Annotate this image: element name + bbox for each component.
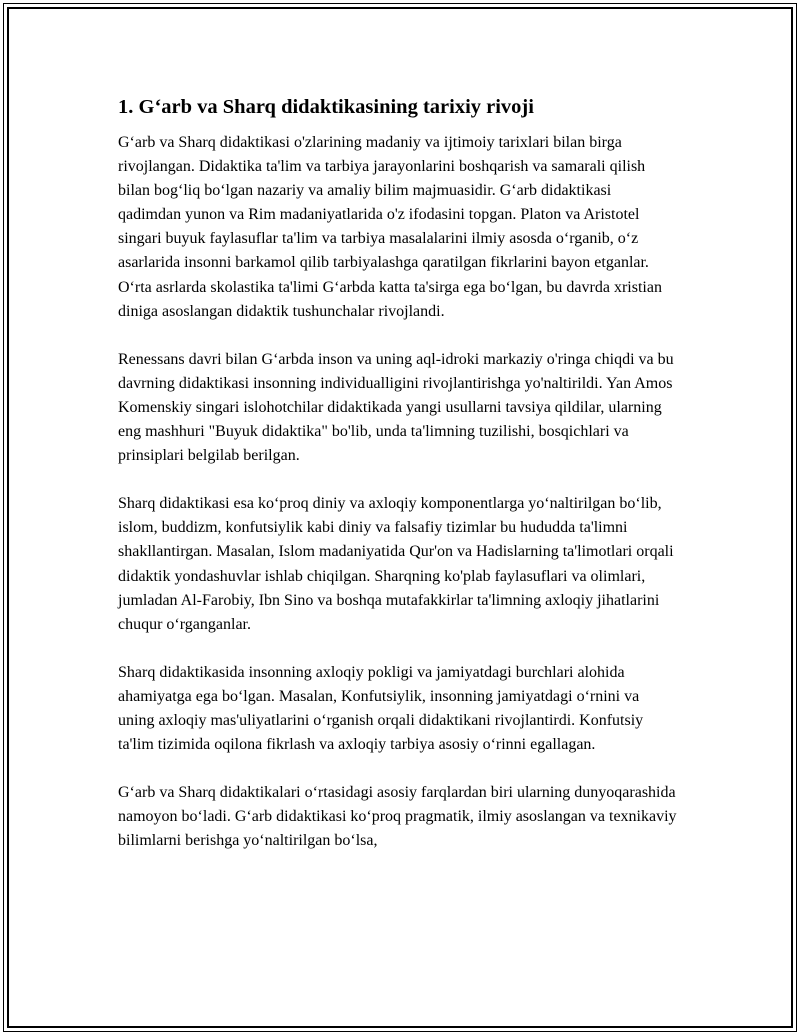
paragraph-2: Renessans davri bilan G‘arbda inson va uning aql-idroki markaziy o'ringa chiqdi va bu davrning didaktikasi insonning individualligini rivojlantirishga yo'naltirildi. Yan Amos Komenskiy singari islohotchilar didaktikada yangi usullarni tavsiya qildilar, ularning eng mashhuri "Buyuk didaktika" bo'lib, unda ta'limning tuzilishi, bosqichlari va prinsiplari belgilab berilgan. — [118, 350, 674, 465]
paragraph-5: G‘arb va Sharq didaktikalari o‘rtasidagi asosiy farqlardan biri ularning dunyoqarashida namoyon bo‘ladi. G‘arb didaktikasi ko‘proq pragmatik, ilmiy asoslangan va texnikaviy bilimlarni berishga yo‘naltirilgan bo‘lsa, — [118, 784, 677, 850]
section-heading: 1. G‘arb va Sharq didaktikasining tarixiy rivoji — [118, 96, 534, 118]
paragraph-1: G‘arb va Sharq didaktikasi o'zlarining madaniy va ijtimoiy tarixlari bilan birga rivojlangan. Didaktika ta'lim va tarbiya jarayonlarini boshqarish va samarali qilish bilan bog‘liq bo‘lgan nazariy va amaliy bilim majmuasidir. G‘arb didaktikasi qadimdan yunon va Rim madaniyatlarida o'z ifodasini topgan. Platon va Aristotel singari buyuk faylasuflar ta'lim va tarbiya masalalarini ilmiy asosda o‘rganib, o‘z asarlarida insonni barkamol qilib tarbiyalashga qaratilgan fikrlarini bayon etganlar. O‘rta asrlarda skolastika ta'limi G‘arbda katta ta'sirga ega bo‘lgan, bu davrda xristian diniga asoslangan didaktik tushunchalar rivojlandi. — [118, 134, 662, 320]
document-body — [118, 94, 678, 877]
paragraph-4: Sharq didaktikasida insonning axloqiy pokligi va jamiyatdagi burchlari alohida ahamiyatga ega bo‘lgan. Masalan, Konfutsiylik, insonning jamiyatdagi o‘rnini va uning axloqiy mas'uliyatlarini o‘rganish orqali didaktikani rivojlantirdi. Konfutsiy ta'lim tizimida oqilona fikrlash va axloqiy tarbiya asosiy o‘rinni egallagan. — [118, 663, 644, 754]
paragraph-3: Sharq didaktikasi esa ko‘proq diniy va axloqiy komponentlarga yo‘naltirilgan bo‘lib, islom, buddizm, konfutsiylik kabi diniy va falsafiy tizimlar bu hududda ta'limni shakllantirgan. Masalan, Islom madaniyatida Qur'on va Hadislarning ta'limotlari orqali didaktik yondashuvlar ishlab chiqilgan. Sharqning ko'plab faylasuflari va olimlari, jumladan Al-Farobiy, Ibn Sino va boshqa mutafakkirlar ta'limning axloqiy jihatlarini chuqur o‘rganganlar. — [118, 495, 674, 633]
